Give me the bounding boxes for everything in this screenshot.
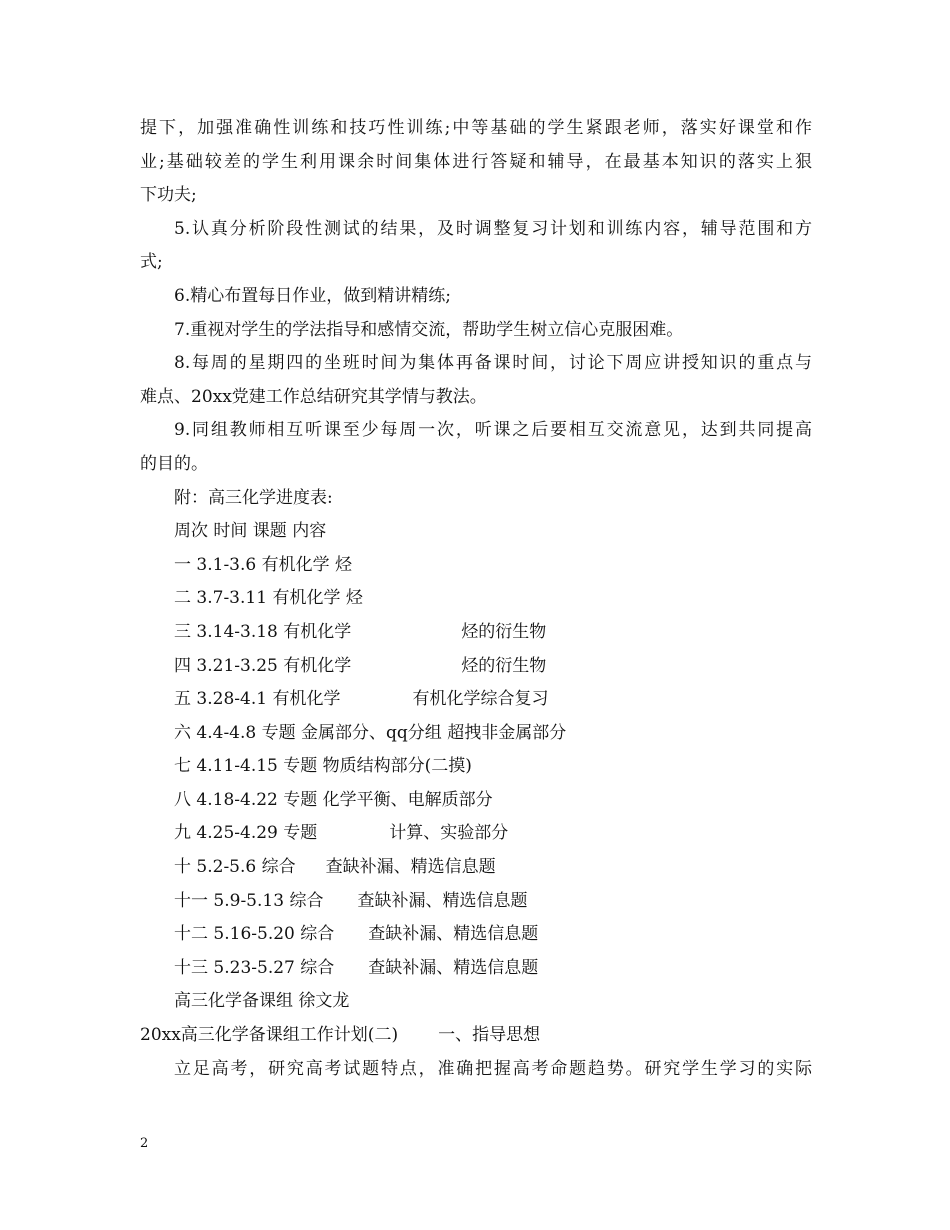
plan-two-heading-line <box>140 1019 812 1053</box>
schedule-row-text: 十一 5.9-5.13 综合 <box>174 890 324 911</box>
schedule-row-11 <box>140 885 812 919</box>
schedule-row-10 <box>140 851 812 885</box>
schedule-row-content: 有机化学综合复习 <box>412 689 549 710</box>
document-body <box>140 112 812 1086</box>
schedule-row-content: 烃的衍生物 <box>461 655 547 676</box>
schedule-row-text: 十三 5.23-5.27 综合 <box>174 957 335 978</box>
schedule-row-4 <box>140 650 812 684</box>
list-item-5: 5.认真分析阶段性测试的结果，及时调整复习计划和训练内容，辅导范围和方 <box>174 218 812 239</box>
schedule-heading: 附：高三化学进度表: <box>174 487 333 508</box>
schedule-row-2 <box>140 582 812 616</box>
schedule-row-6 <box>140 717 812 751</box>
page-number: 2 <box>140 1136 149 1151</box>
schedule-row-text: 二 3.7-3.11 有机化学 烃 <box>174 588 363 609</box>
schedule-row-7 <box>140 750 812 784</box>
schedule-row-content: 查缺补漏、精选信息题 <box>368 957 539 978</box>
schedule-row-content: 计算、实验部分 <box>389 823 509 844</box>
list-item-7: 7.重视对学生的学法指导和感情交流，帮助学生树立信心克服困难。 <box>174 319 684 340</box>
list-item-8: 8.每周的星期四的坐班时间为集体再备课时间，讨论下周应讲授知识的重点与 <box>174 353 812 374</box>
list-item-9: 9.同组教师相互听课至少每周一次，听课之后要相互交流意见，达到共同提高 <box>174 420 812 441</box>
list-item-8-continued: 难点、20xx党建工作总结研究其学情与教法。 <box>140 386 487 407</box>
schedule-row-text: 五 3.28-4.1 有机化学 <box>174 689 341 710</box>
list-item-9-continued: 的目的。 <box>140 453 208 474</box>
schedule-row-5 <box>140 683 812 717</box>
schedule-row-text: 八 4.18-4.22 专题 化学平衡、电解质部分 <box>174 789 493 810</box>
text-line: 业;基础较差的学生利用课余时间集体进行答疑和辅导，在最基本知识的落实上狠 <box>140 151 812 172</box>
schedule-row-content: 查缺补漏、精选信息题 <box>368 924 539 945</box>
schedule-row-8 <box>140 784 812 818</box>
schedule-row-text: 七 4.11-4.15 专题 物质结构部分(二摸) <box>174 756 472 777</box>
schedule-row-text: 一 3.1-3.6 有机化学 烃 <box>174 554 353 575</box>
schedule-row-12 <box>140 918 812 952</box>
schedule-row-9 <box>140 817 812 851</box>
text-line: 提下，加强准确性训练和技巧性训练;中等基础的学生紧跟老师，落实好课堂和作 <box>140 118 812 138</box>
schedule-header: 周次 时间 课题 内容 <box>174 521 327 542</box>
schedule-row-text: 十二 5.16-5.20 综合 <box>174 924 335 945</box>
schedule-row-1 <box>140 549 812 583</box>
schedule-row-13 <box>140 952 812 986</box>
plan-two-title: 20xx高三化学备课组工作计划(二) <box>140 1025 399 1046</box>
schedule-row-content: 查缺补漏、精选信息题 <box>325 857 496 878</box>
schedule-row-content: 查缺补漏、精选信息题 <box>357 890 528 911</box>
list-item-6: 6.精心布置每日作业，做到精讲精练; <box>174 285 451 306</box>
schedule-row-text: 三 3.14-3.18 有机化学 <box>174 621 352 642</box>
text-line: 下功夫; <box>140 185 197 206</box>
schedule-row-text: 六 4.4-4.8 专题 金属部分、qq分组 超拽非金属部分 <box>174 722 567 743</box>
plan-two-section-heading: 一、指导思想 <box>438 1025 541 1046</box>
schedule-row-text: 四 3.21-3.25 有机化学 <box>174 655 352 676</box>
plan-two-first-line: 立足高考，研究高考试题特点，准确把握高考命题趋势。研究学生学习的实际 <box>174 1058 812 1079</box>
schedule-row-text: 九 4.25-4.29 专题 <box>174 823 318 844</box>
schedule-row-3 <box>140 616 812 650</box>
schedule-row-content: 烃的衍生物 <box>461 621 547 642</box>
schedule-row-text: 十 5.2-5.6 综合 <box>174 857 296 878</box>
schedule-signature: 高三化学备课组 徐文龙 <box>174 991 350 1012</box>
list-item-5-continued: 式; <box>140 252 163 273</box>
